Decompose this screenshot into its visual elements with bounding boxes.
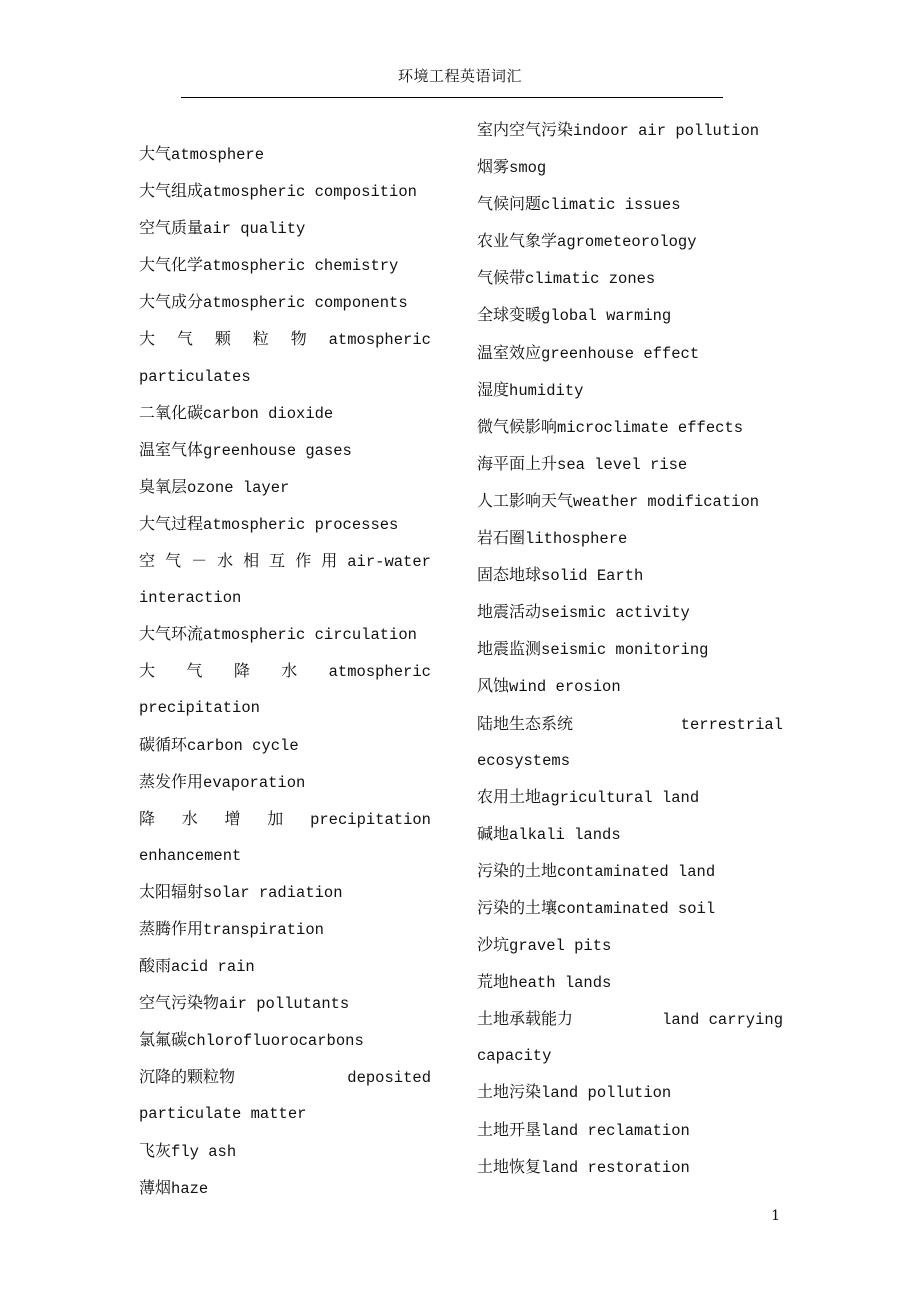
entry-chinese-term: 烟雾 (477, 157, 510, 177)
entry-english-term: carbon cycle (187, 736, 299, 755)
entry-english-continuation: interaction (139, 589, 242, 608)
entry-chinese-char: 颗 (214, 329, 231, 349)
entry-english-continuation: particulates (139, 367, 251, 386)
entry-chinese-term: 微气候影响 (477, 416, 558, 436)
entry-chinese-term: 海平面上升 (477, 453, 558, 473)
entry-english-term: atmospheric composition (203, 183, 417, 202)
entry-justified-line (139, 1059, 431, 1096)
entry-chinese-char: 加 (267, 808, 284, 828)
entry-english-term: ozone layer (187, 478, 290, 497)
entry-english-term: wind erosion (509, 678, 621, 697)
glossary-entry (477, 186, 783, 223)
entry-english-term: smog (509, 159, 547, 178)
entry-chinese-char: 作 (295, 551, 312, 571)
entry-chinese-term: 二氧化碳 (139, 402, 204, 422)
entry-chinese-term: 室内空气污染 (477, 120, 574, 139)
entry-chinese-char: 沉降的颗粒物 (139, 1067, 236, 1087)
glossary-entry (139, 395, 431, 432)
entry-english-term: atmospheric chemistry (203, 257, 399, 276)
entry-english-term: land reclamation (541, 1121, 690, 1140)
entry-chinese-char: 物 (290, 329, 307, 349)
entry-chinese-term: 气候问题 (477, 194, 542, 214)
entry-english-term: heath lands (509, 974, 612, 993)
glossary-entry (139, 506, 431, 543)
entry-english-term: solid Earth (541, 567, 644, 586)
glossary-entry (139, 432, 431, 469)
entry-english-term: land carrying (662, 1011, 783, 1030)
entry-english-term: solar radiation (203, 883, 343, 902)
entry-english-term: sea level rise (557, 455, 688, 474)
entry-chinese-term: 大气成分 (139, 292, 204, 312)
entry-chinese-char: 水 (217, 551, 234, 571)
glossary-entry (139, 321, 431, 394)
entry-chinese-term: 碳循环 (139, 734, 188, 754)
entry-chinese-term: 土地开垦 (477, 1119, 542, 1139)
entry-chinese-term: 温室效应 (477, 342, 542, 362)
glossary-entry (139, 1133, 431, 1170)
glossary-entry (139, 210, 431, 247)
entry-chinese-term: 地震活动 (477, 602, 542, 622)
entry-justified-line (139, 321, 431, 358)
entry-chinese-term: 大气 (139, 144, 172, 163)
entry-english-term: microclimate effects (557, 418, 744, 437)
entry-chinese-term: 酸雨 (139, 956, 172, 976)
entry-chinese-term: 薄烟 (139, 1177, 172, 1197)
entry-english-term: terrestrial (680, 715, 783, 734)
glossary-entry (477, 668, 783, 705)
entry-english-term: atmospheric processes (203, 515, 399, 534)
entry-english-term: humidity (509, 381, 584, 400)
entry-justified-line (477, 1001, 783, 1038)
entry-chinese-term: 农用土地 (477, 786, 542, 806)
entry-english-term: fly ash (171, 1142, 237, 1161)
entry-justified-line (477, 706, 783, 743)
entry-chinese-term: 污染的土地 (477, 860, 558, 880)
entry-english-continuation: particulate matter (139, 1105, 307, 1124)
entry-english-continuation: enhancement (139, 846, 242, 865)
entry-chinese-term: 温室气体 (139, 439, 204, 459)
page-number: 1 (771, 1208, 780, 1224)
entry-english-term: atmosphere (171, 146, 265, 164)
entry-english-term: air quality (203, 220, 306, 239)
entry-english-term: land restoration (541, 1158, 690, 1177)
entry-english-term: transpiration (203, 920, 324, 939)
entry-chinese-char: 降 (139, 808, 156, 828)
entry-english-term: agricultural land (541, 788, 700, 807)
entry-english-term: evaporation (203, 773, 306, 792)
entry-chinese-char: 气 (186, 661, 203, 681)
entry-chinese-char: 水 (281, 661, 298, 681)
entry-chinese-term: 农业气象学 (477, 231, 558, 251)
entry-chinese-term: 蒸腾作用 (139, 918, 204, 938)
entry-chinese-char: 空 (139, 551, 156, 571)
entry-chinese-term: 大气化学 (139, 255, 204, 275)
entry-chinese-term: 全球变暖 (477, 305, 542, 325)
entry-english-term: contaminated land (557, 862, 716, 881)
page-title: 环境工程英语词汇 (397, 67, 522, 85)
glossary-entry (477, 520, 783, 557)
entry-chinese-char: 大 (139, 661, 156, 681)
entry-chinese-char: 增 (224, 808, 241, 828)
glossary-entry (139, 653, 431, 726)
entry-chinese-char: 用 (321, 551, 338, 571)
entry-english-term: land pollution (541, 1084, 672, 1103)
entry-chinese-term: 岩石圈 (477, 528, 526, 548)
glossary-entry (139, 801, 431, 874)
entry-chinese-char: － (191, 551, 208, 571)
entry-english-term: gravel pits (509, 937, 612, 956)
entry-chinese-term: 污染的土壤 (477, 897, 558, 917)
glossary-entry (477, 1074, 783, 1111)
glossary-entry (477, 260, 783, 297)
entry-chinese-char: 互 (269, 551, 286, 571)
glossary-entry (477, 335, 783, 372)
entry-english-term: atmospheric components (203, 294, 408, 313)
entry-chinese-char: 水 (181, 808, 198, 828)
entry-justified-line (139, 653, 431, 690)
entry-english-term: air pollutants (219, 995, 350, 1014)
entry-chinese-char: 土地承载能力 (477, 1009, 574, 1029)
glossary-entry (139, 764, 431, 801)
entry-chinese-term: 地震监测 (477, 639, 542, 659)
entry-english-term: global warming (541, 307, 672, 326)
glossary-entry (139, 284, 431, 321)
entry-english-term: atmospheric (328, 663, 431, 682)
entry-chinese-term: 人工影响天气 (477, 490, 574, 510)
glossary-entry (477, 409, 783, 446)
glossary-entry (477, 853, 783, 890)
glossary-entry (477, 816, 783, 853)
entry-chinese-term: 风蚀 (477, 676, 510, 696)
entry-chinese-term: 空气污染物 (139, 993, 220, 1013)
entry-english-term: greenhouse gases (203, 441, 352, 460)
entry-chinese-term: 空气质量 (139, 218, 204, 238)
glossary-entry (477, 112, 783, 149)
entry-chinese-term: 飞灰 (139, 1140, 172, 1160)
glossary-entry (477, 631, 783, 668)
entry-chinese-term: 固态地球 (477, 565, 542, 585)
entry-chinese-term: 大气环流 (139, 624, 204, 644)
glossary-entry (477, 483, 783, 520)
glossary-entry (139, 985, 431, 1022)
entry-english-continuation: capacity (477, 1047, 552, 1066)
entry-chinese-char: 陆地生态系统 (477, 713, 574, 733)
left-glossary-column (139, 136, 431, 1207)
entry-english-term: alkali lands (509, 825, 621, 844)
entry-chinese-term: 荒地 (477, 972, 510, 992)
entry-justified-line (139, 801, 431, 838)
glossary-entry (139, 616, 431, 653)
entry-english-term: air-water (347, 553, 431, 572)
glossary-entry (477, 890, 783, 927)
glossary-entry (477, 1112, 783, 1149)
entry-chinese-char: 粒 (252, 329, 269, 349)
entry-english-term: seismic activity (541, 604, 690, 623)
entry-english-term: atmospheric (328, 331, 431, 350)
entry-chinese-char: 气 (176, 329, 193, 349)
entry-chinese-term: 臭氧层 (139, 476, 188, 496)
glossary-entry (477, 1001, 783, 1074)
glossary-entry (477, 594, 783, 631)
entry-english-term: climatic zones (525, 270, 656, 289)
entry-chinese-term: 太阳辐射 (139, 881, 204, 901)
entry-english-term: weather modification (573, 492, 760, 511)
entry-english-term: chlorofluorocarbons (187, 1032, 364, 1051)
entry-english-term: haze (171, 1179, 209, 1198)
glossary-entry (139, 543, 431, 616)
glossary-entry (139, 136, 431, 173)
entry-chinese-term: 大气过程 (139, 513, 204, 533)
header-divider (181, 97, 723, 98)
entry-english-term: agrometeorology (557, 233, 697, 252)
glossary-entry (477, 149, 783, 186)
entry-chinese-char: 降 (233, 661, 250, 681)
entry-english-term: deposited (347, 1069, 431, 1088)
glossary-entry (477, 223, 783, 260)
entry-chinese-term: 气候带 (477, 268, 526, 288)
entry-chinese-term: 沙坑 (477, 935, 510, 955)
glossary-entry (139, 469, 431, 506)
glossary-entry (139, 1059, 431, 1132)
glossary-entry (477, 927, 783, 964)
glossary-entry (139, 1170, 431, 1207)
entry-english-term: greenhouse effect (541, 344, 700, 363)
entry-english-term: precipitation (310, 810, 431, 829)
entry-chinese-term: 土地污染 (477, 1082, 542, 1102)
entry-english-continuation: ecosystems (477, 751, 571, 770)
glossary-entry (477, 779, 783, 816)
entry-chinese-term: 蒸发作用 (139, 771, 204, 791)
glossary-entry (139, 1022, 431, 1059)
entry-chinese-term: 大气组成 (139, 181, 204, 201)
glossary-entry (477, 1149, 783, 1186)
entry-english-term: lithosphere (525, 530, 628, 549)
entry-english-term: acid rain (171, 958, 255, 977)
glossary-entry (139, 247, 431, 284)
glossary-entry (139, 911, 431, 948)
glossary-entry (139, 948, 431, 985)
right-glossary-column (477, 112, 783, 1186)
glossary-entry (477, 372, 783, 409)
entry-chinese-term: 氯氟碳 (139, 1030, 188, 1050)
entry-english-continuation: precipitation (139, 699, 260, 718)
glossary-entry (139, 874, 431, 911)
entry-chinese-term: 土地恢复 (477, 1156, 542, 1176)
entry-chinese-char: 气 (165, 551, 182, 571)
entry-english-term: atmospheric circulation (203, 626, 417, 645)
glossary-entry (477, 964, 783, 1001)
glossary-entry (477, 557, 783, 594)
entry-english-term: climatic issues (541, 196, 681, 215)
glossary-entry (139, 173, 431, 210)
glossary-entry (477, 297, 783, 334)
entry-chinese-char: 大 (139, 329, 156, 349)
entry-english-term: carbon dioxide (203, 404, 334, 423)
entry-chinese-term: 湿度 (477, 379, 510, 399)
entry-chinese-char: 相 (243, 551, 260, 571)
entry-justified-line (139, 543, 431, 580)
entry-chinese-term: 碱地 (477, 823, 510, 843)
glossary-entry (139, 727, 431, 764)
entry-english-term: indoor air pollution (573, 122, 760, 140)
entry-english-term: contaminated soil (557, 899, 716, 918)
glossary-entry (477, 706, 783, 779)
entry-english-term: seismic monitoring (541, 641, 709, 660)
glossary-entry (477, 446, 783, 483)
